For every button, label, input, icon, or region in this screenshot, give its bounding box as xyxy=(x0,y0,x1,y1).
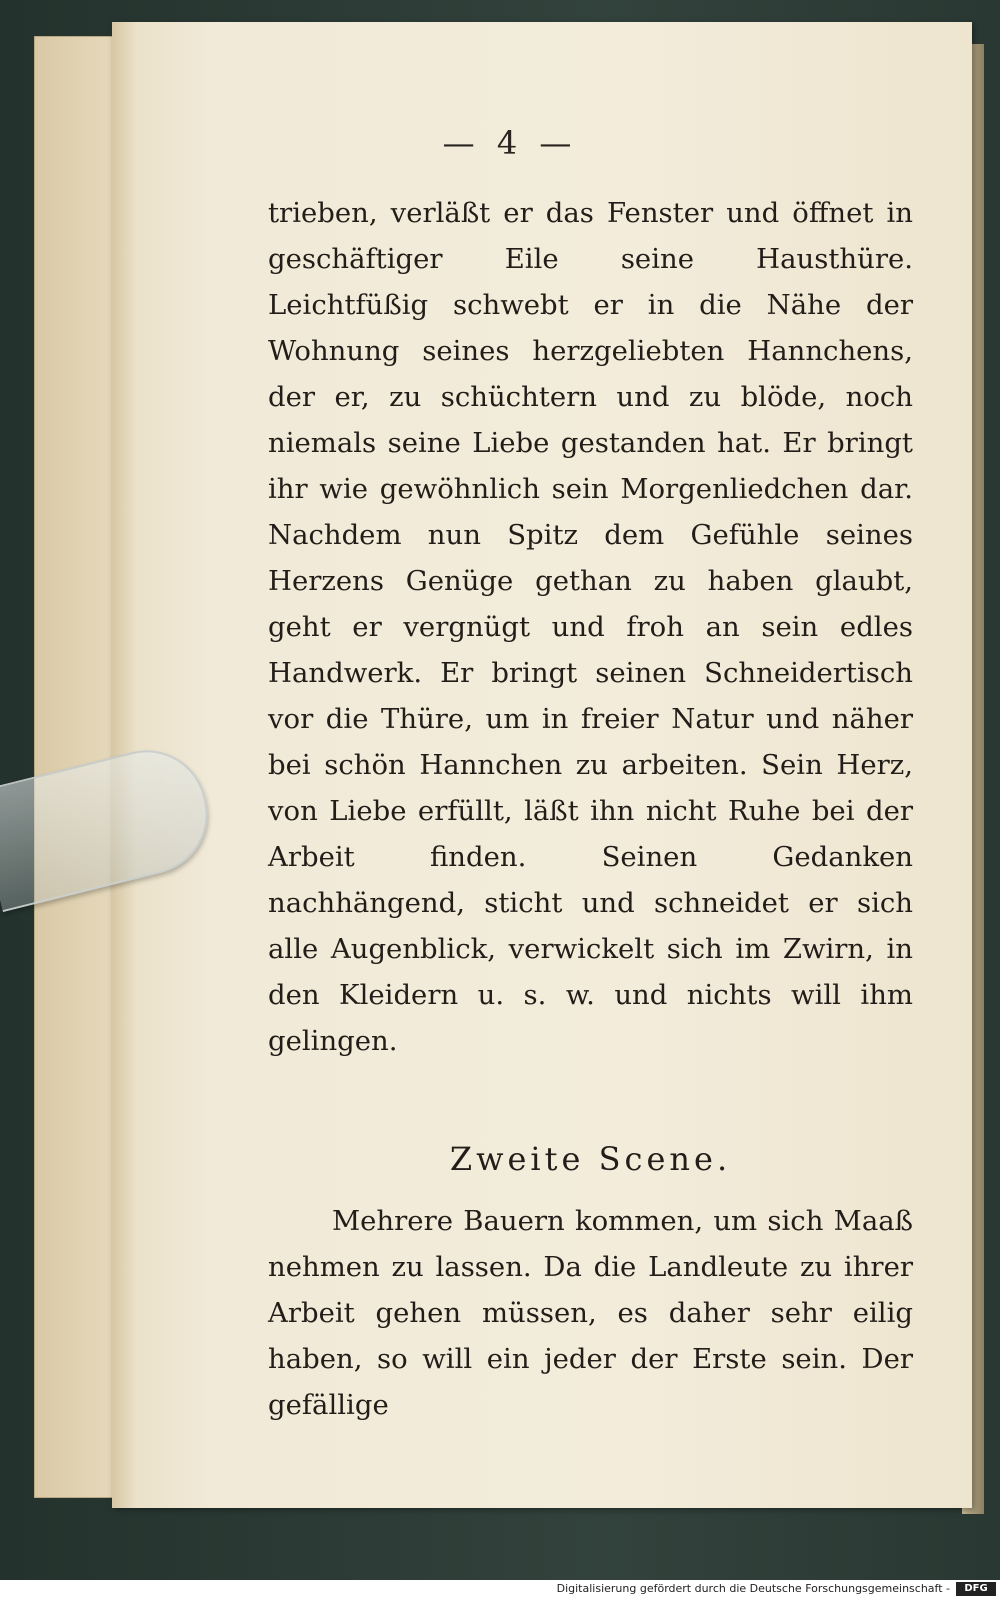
digitization-footer xyxy=(0,1580,1000,1599)
paragraph-scene-two: Mehrere Bauern kommen, um sich Maaß nehmen zu lassen. Da die Landleute zu ihrer Arbeit gehen müssen, es daher sehr eilig haben, so will ein jeder der Erste sein. Der gefällige xyxy=(268,1205,913,1421)
page-body xyxy=(268,190,913,1428)
dfg-logo: DFG xyxy=(956,1582,996,1596)
footer-credit: Digitalisierung gefördert durch die Deutsche Forschungsgemeinschaft - xyxy=(556,1582,950,1595)
section-heading: Zweite Scene. xyxy=(449,1140,732,1178)
paragraph-continuation: trieben, verläßt er das Fenster und öffnet in geschäftiger Eile seine Hausthüre. Leichtfüßig schwebt er in die Nähe der Wohnung seines herzgeliebten Hannchens, der er, zu schüchtern und zu blöde, noch niemals seine Liebe gestanden hat. Er bringt ihr wie gewöhnlich sein Morgenliedchen dar. Nachdem nun Spitz dem Gefühle seines Herzens Genüge gethan zu haben glaubt, geht er vergnügt und froh an sein edles Handwerk. Er bringt seinen Schneidertisch vor die Thüre, um in freier Natur und näher bei schön Hannchen zu arbeiten. Sein Herz, von Liebe erfüllt, läßt ihn nicht Ruhe bei der Arbeit finden. Seinen Gedanken nachhängend, sticht und schneidet er sich alle Augenblick, verwickelt sich im Zwirn, in den Kleidern u. s. w. und nichts will ihm gelingen. xyxy=(268,197,913,1057)
page-number: — 4 — xyxy=(442,124,578,162)
